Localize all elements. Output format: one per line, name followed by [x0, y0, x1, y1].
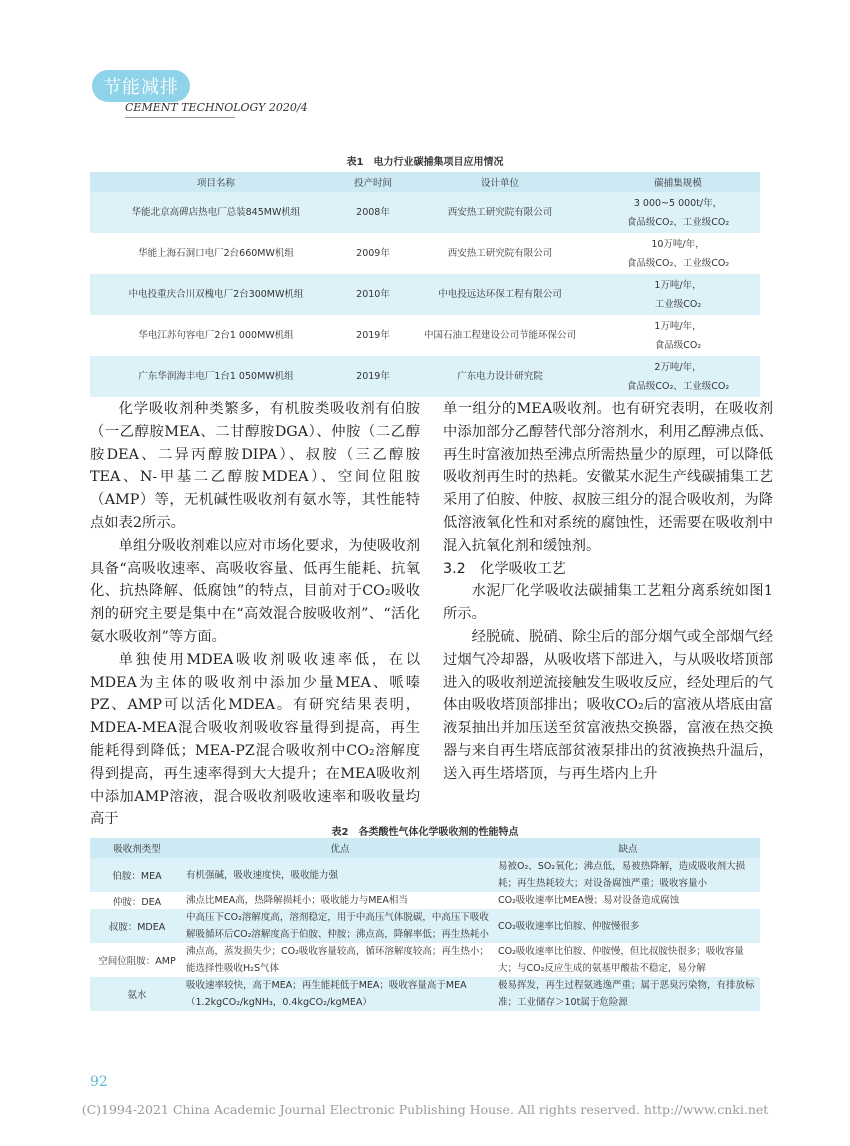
- table-header: 设计单位: [404, 172, 596, 192]
- table-header: 项目名称: [90, 172, 342, 192]
- paragraph: 水泥厂化学吸收法碳捕集工艺粗分离系统如图1所示。: [443, 583, 773, 623]
- table-row: 中电投重庆合川双槐电厂2台300MW机组 2010年 中电投远达环保工程有限公司 1万吨/年， 工业级CO₂: [90, 274, 760, 315]
- page-number: 92: [90, 1074, 108, 1090]
- header-divider: [125, 117, 235, 118]
- table-row: 华能上海石洞口电厂2台660MW机组 2009年 西安热工研究院有限公司 10万吨/年， 食品级CO₂、工业级CO₂: [138, 238, 730, 269]
- copyright-footer: (C)1994-2021 China Academic Journal Electronic Publishing House. All rights reserved. http://www.cnki.net: [81, 1102, 769, 1117]
- paragraph: 单独使用MDEA吸收剂吸收速率低，在以MDEA为主体的吸收剂中添加少量MEA、哌嗪PZ、AMP可以活化MDEA。有研究结果表明，MDEA-MEA混合吸收剂吸收容量得到提高，再生能耗得到降低；MEA-PZ混合吸收剂中CO₂溶解度得到提高，再生速率得到大大提升；在MEA吸收剂中添加AMP溶液，混合吸收剂吸收速率和吸收量均高于: [90, 651, 420, 828]
- table-row: 华能北京高碑店热电厂总装845MW机组 2008年 西安热工研究院有限公司 3 000~5 000t/年， 食品级CO₂、工业级CO₂: [90, 192, 760, 233]
- section-badge: 节能减排: [92, 70, 190, 102]
- table-header: 优点: [184, 838, 496, 858]
- table2-caption: 表2 各类酸性气体化学吸收剂的性能特点: [331, 827, 519, 838]
- table1-caption: 表1 电力行业碳捕集项目应用情况: [346, 157, 504, 168]
- paragraph: 经脱硫、脱硝、除尘后的部分烟气或全部烟气经过烟气冷却器，从吸收塔下部进入，与从吸收塔顶部进入的吸收剂逆流接触发生吸收反应，经处理后的气体由吸收塔顶部排出；吸收CO₂后的富液从塔底由富液泵抽出并加压送至贫富液热交换器，富液在热交换器与来自再生塔底部贫液泵排出的贫液换热升温后，送入再生塔塔顶，与再生塔内上升: [443, 628, 773, 782]
- table2: [90, 838, 760, 1011]
- table-header: 吸收剂类型: [90, 838, 184, 858]
- left-column: [90, 398, 420, 831]
- table-row: 伯胺：MEA 有机强碱，吸收速度快，吸收能力强 易被O₂、SO₂氧化；沸点低，易被热降解，造成吸收剂大损耗；再生热耗较大；对设备腐蚀严重；吸收容量小: [90, 858, 760, 892]
- table1: [90, 172, 760, 397]
- table-row: 仲胺：DEA 沸点比MEA高，热降解损耗小；吸收能力与MEA相当 CO₂吸收速率比MEA慢；易对设备造成腐蚀: [112, 895, 680, 908]
- table-header: 投产时间: [342, 172, 404, 192]
- paragraph: 单组分吸收剂难以应对市场化要求，为使吸收剂具备“高吸收速率、高吸收容量、低再生能耗、抗氧化、抗热降解、低腐蚀”的特点，目前对于CO₂吸收剂的研究主要是集中在“高效混合胺吸收剂”、“活化氨水吸收剂”等方面。: [90, 537, 420, 645]
- journal-name: CEMENT TECHNOLOGY 2020/4: [125, 101, 308, 114]
- right-column: [443, 398, 773, 786]
- table-row: 空间位阻胺：AMP 沸点高，蒸发损失少；CO₂吸收容量较高，循环溶解度较高；再生热小；能选择性吸收H₂S气体 CO₂吸收速率比伯胺、仲胺慢，但比叔胺快很多；吸收容量大；与CO₂反应生成的氨基甲酸盐不稳定，易分解: [98, 946, 744, 974]
- paragraph: 化学吸收剂种类繁多，有机胺类吸收剂有伯胺（一乙醇胺MEA、二甘醇胺DGA）、仲胺（二乙醇胺DEA、二异丙醇胺DIPA）、叔胺（三乙醇胺TEA、N-甲基二乙醇胺MDEA）、空间位阻胺（AMP）等，无机碱性吸收剂有氨水等，其性能特点如表2所示。: [90, 401, 420, 531]
- section-heading: 3.2 化学吸收工艺: [443, 560, 566, 577]
- table-row: 广东华润海丰电厂1台1 050MW机组 2019年 广东电力设计研究院 2万吨/年， 食品级CO₂、工业级CO₂: [90, 356, 760, 397]
- table-header: 缺点: [496, 838, 760, 858]
- table-row: 叔胺：MDEA 中高压下CO₂溶解度高，溶剂稳定，用于中高压气体脱碳，中高压下吸收解吸循环后CO₂溶解度高于伯胺、仲胺；沸点高，降解率低；再生热耗小 CO₂吸收速率比伯胺、仲胺慢很多: [90, 909, 760, 943]
- table-header: 碳捕集规模: [596, 172, 760, 192]
- table-row: 氨水 吸收速率较快，高于MEA；再生能耗低于MEA；吸收容量高于MEA（1.2kgCO₂/kgNH₃，0.4kgCO₂/kgMEA） 极易挥发，再生过程氨逃逸严重；属于恶臭污染物，有排放标准；工业储存＞10t属于危险源: [90, 977, 760, 1011]
- paragraph: 单一组分的MEA吸收剂。也有研究表明，在吸收剂中添加部分乙醇替代部分溶剂水，利用乙醇沸点低、再生时富液加热至沸点所需热量少的原理，可以降低吸收剂再生时的热耗。安徽某水泥生产线碳捕集工艺采用了伯胺、仲胺、叔胺三组分的混合吸收剂，为降低溶液氧化性和对系统的腐蚀性，还需要在吸收剂中混入抗氧化剂和缓蚀剂。: [443, 401, 773, 554]
- table-row: 华电江苏句容电厂2台1 000MW机组 2019年 中国石油工程建设公司节能环保公司 1万吨/年， 食品级CO₂: [138, 320, 702, 351]
